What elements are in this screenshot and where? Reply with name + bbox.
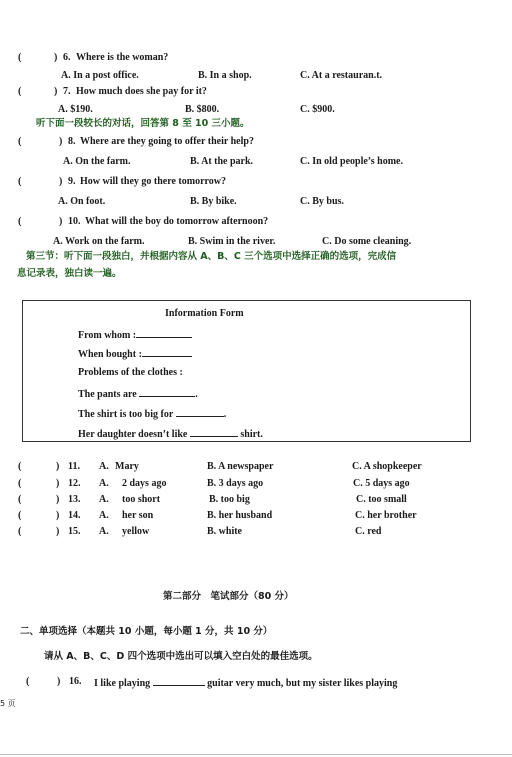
q12-number: 12.: [68, 478, 81, 489]
q8-option-a: A. On the farm.: [63, 156, 131, 167]
q16-number: 16.: [69, 676, 82, 687]
q8-paren-close: ): [59, 136, 63, 147]
q10-paren-close: ): [59, 216, 63, 227]
q15-option-b: B. white: [207, 526, 242, 537]
q12-option-a-letter: A.: [99, 478, 109, 489]
q7-question: How much does she pay for it?: [76, 86, 207, 97]
instruction-8-10: 听下面一段较长的对话，回答第 8 至 10 三小题。: [36, 118, 250, 129]
q13-paren-open: (: [18, 494, 22, 505]
q8-option-b: B. At the park.: [190, 156, 254, 167]
q9-option-c: C. By bus.: [300, 196, 344, 207]
q10-option-b: B. Swim in the river.: [188, 236, 276, 247]
q7-paren-open: (: [18, 86, 22, 97]
q13-paren-close: ): [56, 494, 60, 505]
form-when-bought-blank: [142, 347, 192, 357]
q10-question: What will the boy do tomorrow afternoon?: [85, 216, 269, 227]
q14-number: 14.: [68, 510, 81, 521]
section-mc-title: 二、单项选择（本题共 10 小题，每小题 1 分，共 10 分）: [20, 626, 273, 637]
q15-number: 15.: [68, 526, 81, 537]
q15-option-a-letter: A.: [99, 526, 109, 537]
q6-option-a: A. In a post office.: [61, 70, 139, 81]
q11-paren-close: ): [56, 461, 60, 472]
form-pants: [78, 387, 198, 401]
q12-option-a: 2 days ago: [122, 478, 167, 489]
page-number: 5 页: [0, 699, 16, 708]
q16-text-pre: I like playing: [94, 678, 151, 689]
q7-paren-close: ): [54, 86, 58, 97]
form-pants-label: The pants are: [78, 389, 137, 400]
form-problems-label: Problems of the clothes :: [78, 367, 183, 378]
q10-paren-open: (: [18, 216, 22, 227]
form-shirt: [78, 407, 226, 421]
q7-option-a: A. $190.: [58, 104, 93, 115]
q11-option-b: B. A newspaper: [207, 461, 274, 472]
q11-option-c: C. A shopkeeper: [352, 461, 422, 472]
q10-option-a: A. Work on the farm.: [53, 236, 145, 247]
section-mc-instruction: 请从 A、B、C、D 四个选项中选出可以填入空白处的最佳选项。: [44, 651, 318, 662]
q14-option-b: B. her husband: [207, 510, 273, 521]
q13-option-b: B. too big: [209, 494, 250, 505]
q14-option-c: C. her brother: [355, 510, 417, 521]
q6-question: Where is the woman?: [76, 52, 169, 63]
q11-number: 11.: [68, 461, 80, 472]
q6-option-c: C. At a restauran.t.: [300, 70, 383, 81]
form-title: Information Form: [165, 308, 244, 319]
q9-option-b: B. By bike.: [190, 196, 237, 207]
form-daughter: [78, 427, 263, 441]
q9-option-a: A. On foot.: [58, 196, 106, 207]
q11-option-a: Mary: [115, 461, 139, 472]
q15-paren-close: ): [56, 526, 60, 537]
q15-option-c: C. red: [355, 526, 382, 537]
q16-blank: [153, 676, 205, 686]
q10-number: 10.: [68, 216, 81, 227]
q9-number: 9.: [68, 176, 76, 187]
q12-paren-close: ): [56, 478, 60, 489]
q13-option-a-letter: A.: [99, 494, 109, 505]
form-pants-blank: [139, 387, 195, 397]
form-when-bought-label: When bought :: [78, 349, 142, 360]
q16-paren-open: (: [26, 676, 30, 687]
q12-paren-open: (: [18, 478, 22, 489]
q14-paren-open: (: [18, 510, 22, 521]
q6-paren-open: (: [18, 52, 22, 63]
q12-option-c: C. 5 days ago: [353, 478, 410, 489]
q11-paren-open: (: [18, 461, 22, 472]
q15-option-a: yellow: [122, 526, 150, 537]
page-bottom-divider: [0, 754, 512, 755]
q6-number: 6.: [63, 52, 71, 63]
q6-paren-close: ): [54, 52, 58, 63]
q13-option-c: C. too small: [356, 494, 407, 505]
q14-option-a-letter: A.: [99, 510, 109, 521]
q7-option-c: C. $900.: [300, 104, 335, 115]
q8-paren-open: (: [18, 136, 22, 147]
part2-title: 第二部分 笔试部分（80 分）: [163, 591, 294, 602]
q13-option-a: too short: [122, 494, 161, 505]
q7-number: 7.: [63, 86, 71, 97]
form-shirt-end: .: [223, 409, 227, 420]
form-daughter-label: Her daughter doesn’t like: [78, 429, 188, 440]
form-daughter-blank: [190, 427, 238, 437]
q10-option-c: C. Do some cleaning.: [322, 236, 412, 247]
q8-option-c: C. In old people’s home.: [300, 156, 403, 167]
form-shirt-label: The shirt is too big for: [78, 409, 174, 420]
q14-option-a: her son: [122, 510, 154, 521]
q8-question: Where are they going to offer their help?: [80, 136, 254, 147]
form-from-whom: [78, 328, 192, 342]
q11-option-a-letter: A.: [99, 461, 109, 472]
q9-question: How will they go there tomorrow?: [80, 176, 226, 187]
q7-option-b: B. $800.: [185, 104, 220, 115]
form-daughter-end: shirt.: [240, 429, 263, 440]
q8-number: 8.: [68, 136, 76, 147]
q12-option-b: B. 3 days ago: [207, 478, 264, 489]
q16-paren-close: ): [57, 676, 61, 687]
q9-paren-close: ): [59, 176, 63, 187]
section3-instruction-line2: 息记录表，独白读一遍。: [17, 268, 122, 279]
form-shirt-blank: [176, 407, 224, 417]
form-from-whom-label: From whom :: [78, 330, 137, 341]
q13-number: 13.: [68, 494, 81, 505]
q16-text: [94, 676, 397, 690]
form-pants-end: .: [195, 389, 198, 400]
q15-paren-open: (: [18, 526, 22, 537]
form-from-whom-blank: [136, 328, 192, 338]
q6-option-b: B. In a shop.: [198, 70, 252, 81]
form-when-bought: [78, 347, 192, 361]
section3-instruction-line1: 第三节：听下面一段独白，并根据内容从 A、B、C 三个选项中选择正确的选项，完成信: [26, 251, 397, 262]
q9-paren-open: (: [18, 176, 22, 187]
q16-text-post: guitar very much, but my sister likes playing: [207, 678, 398, 689]
q14-paren-close: ): [56, 510, 60, 521]
